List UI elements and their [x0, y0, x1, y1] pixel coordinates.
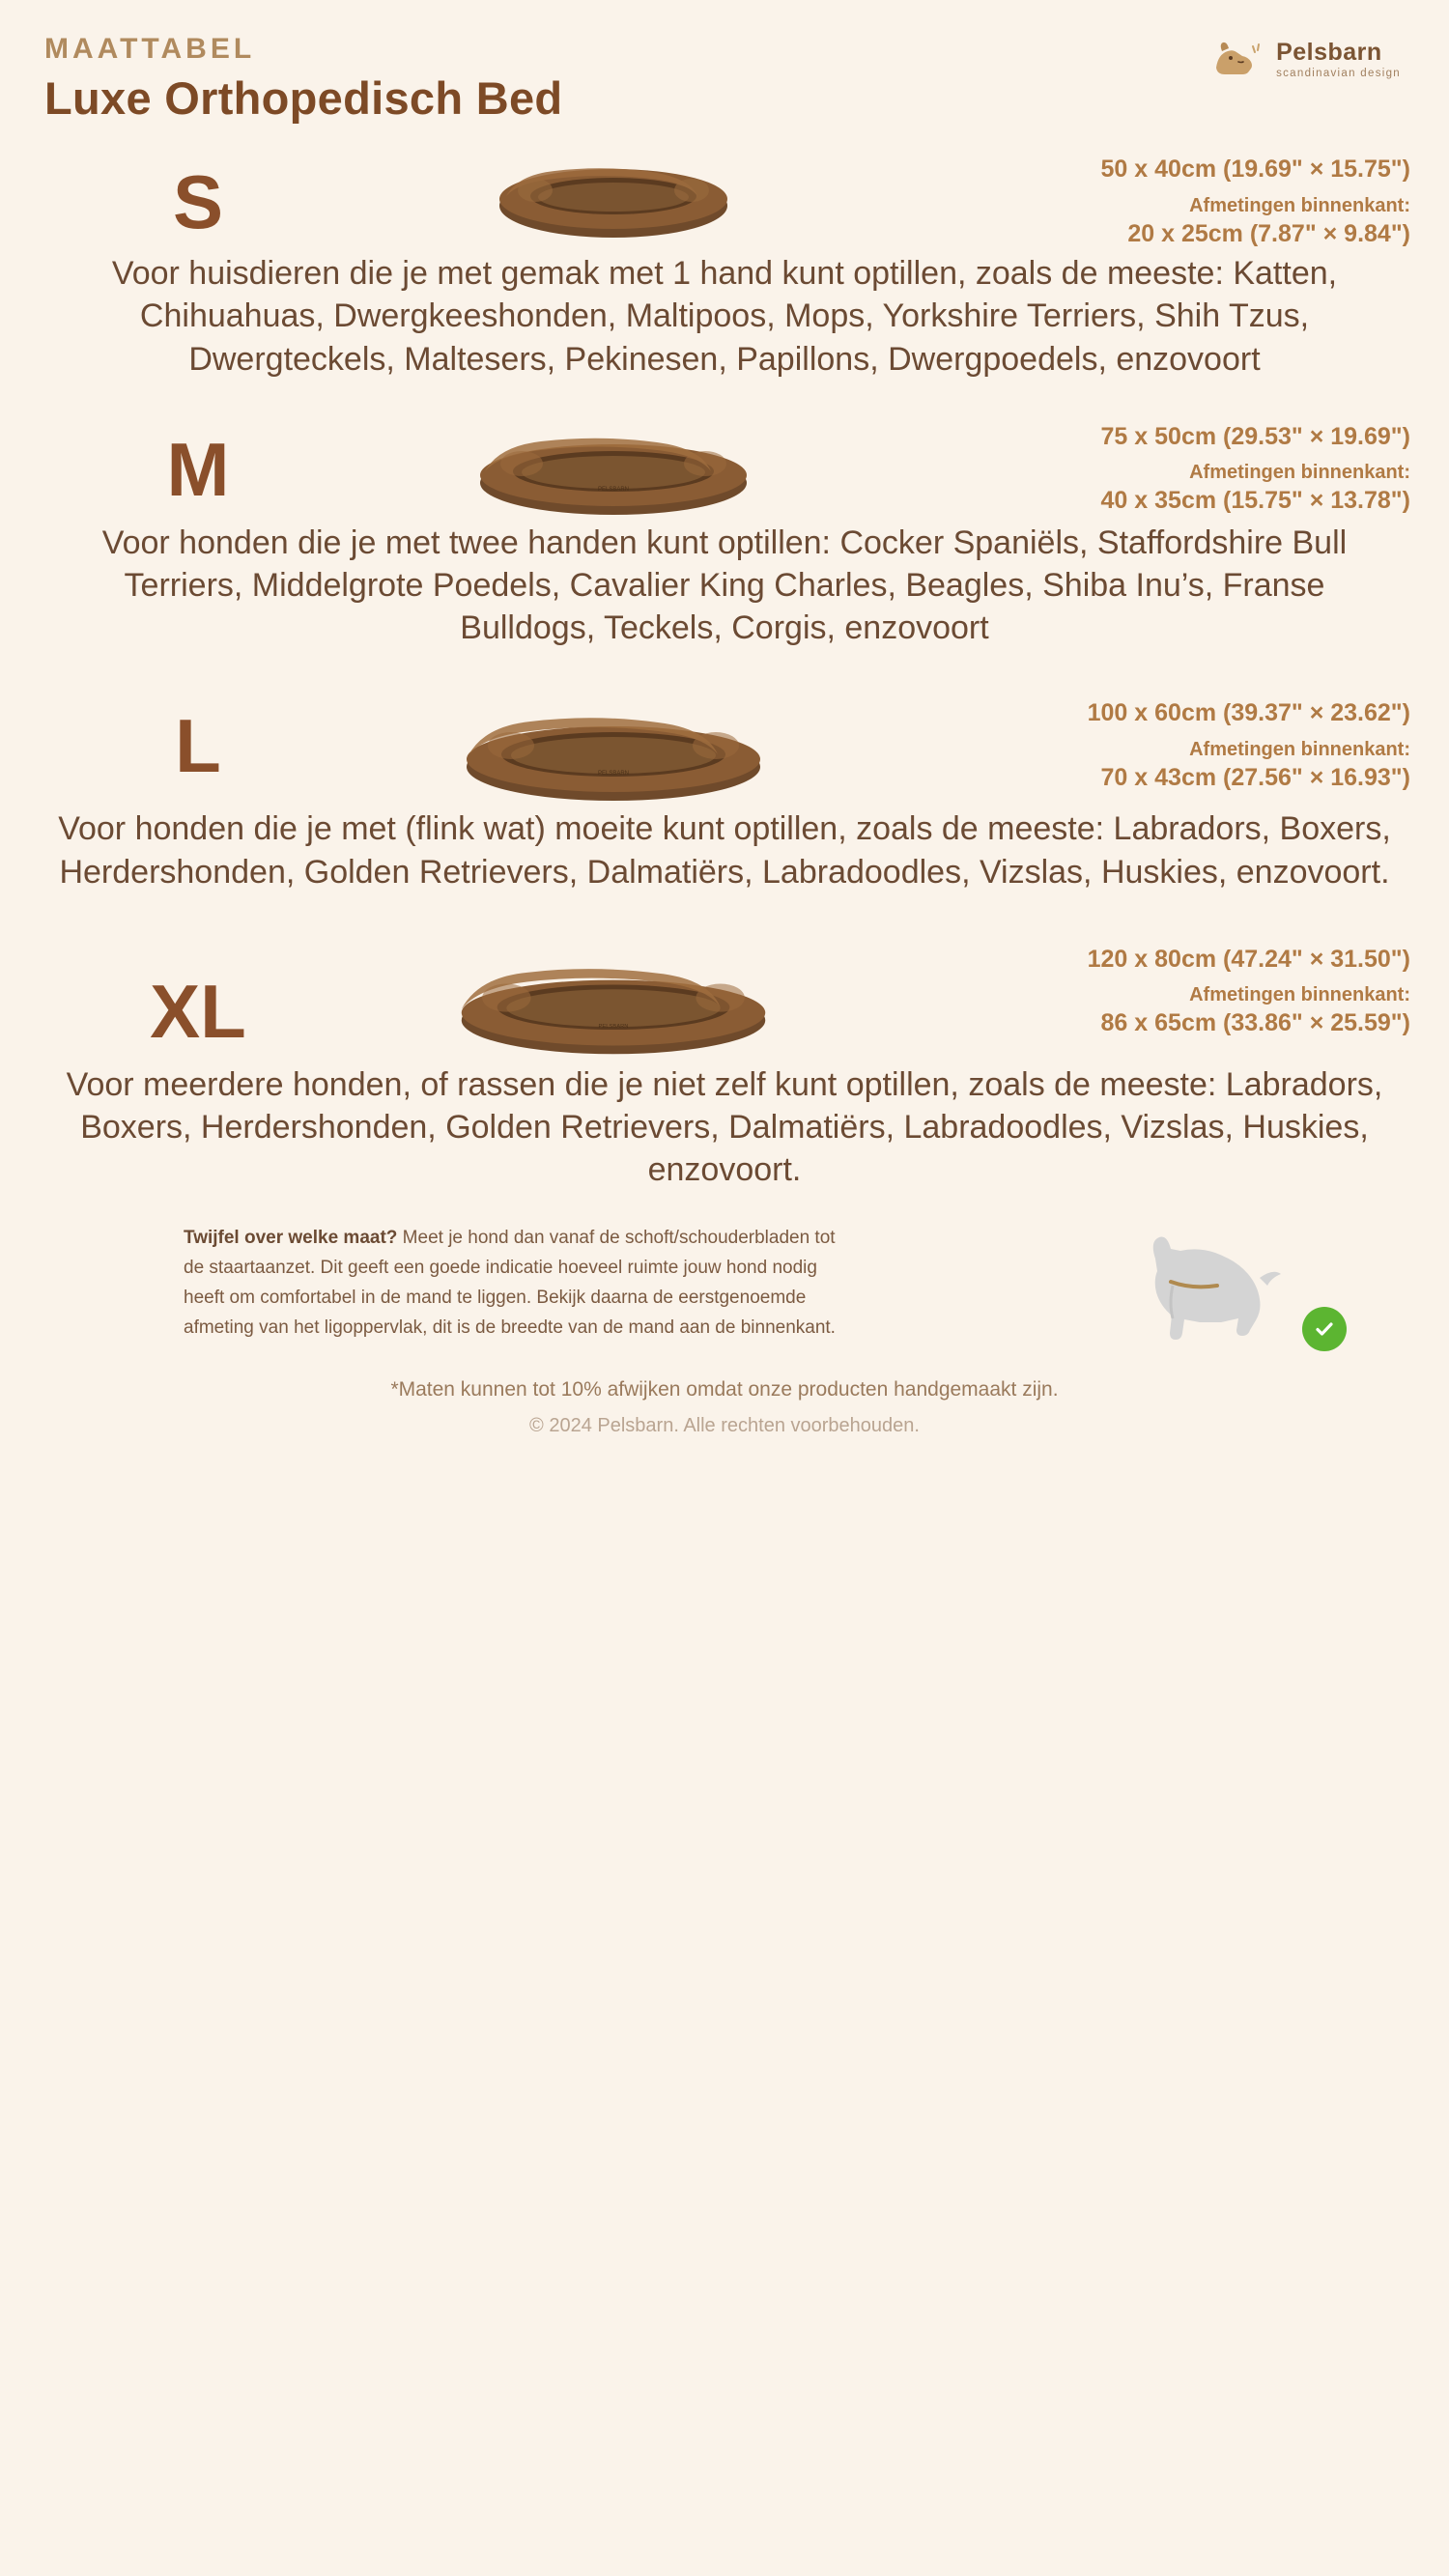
measuring-note	[39, 1224, 1410, 1369]
outer-dimensions-l: 100 x 60cm (39.37" × 23.62")	[1087, 699, 1410, 727]
dimensions-xl	[869, 936, 1410, 1040]
size-block-l	[39, 690, 1410, 892]
header-titles	[39, 33, 562, 125]
size-row-xl	[39, 936, 1410, 1062]
dog-measure-graphic	[1113, 1224, 1364, 1369]
dog-silhouette-icon	[1113, 1224, 1306, 1369]
disclaimer-text: *Maten kunnen tot 10% afwijken omdat onze producten handgemaakt zijn.	[390, 1378, 1059, 1401]
check-badge-icon	[1302, 1307, 1347, 1351]
size-block-m	[39, 413, 1410, 650]
measuring-note-text	[184, 1224, 850, 1343]
brand-name: Pelsbarn	[1276, 38, 1382, 66]
dimensions-s	[869, 146, 1410, 250]
page-kicker: MAATTABEL	[44, 33, 256, 65]
brand-tagline: scandinavian design	[1276, 67, 1401, 79]
inner-dimensions-label-xl: Afmetingen binnenkant:	[1189, 984, 1410, 1006]
size-letter-m: M	[166, 426, 230, 512]
bed-image-s	[454, 146, 773, 242]
measuring-note-lead: Twijfel over welke maat?	[184, 1228, 398, 1249]
bed-image-l	[454, 690, 773, 806]
size-description-xl: Voor meerdere honden, of rassen die je niet zelf kunt optillen, zoals de meeste: Labradors, Boxers, Herdershonden, Golden Retrievers, Dalmatiërs, Labradoodles, Vizslas, Huskies, enzovoort.	[66, 1065, 1383, 1189]
size-block-xl	[39, 936, 1410, 1192]
inner-dimensions-label-l: Afmetingen binnenkant:	[1189, 738, 1410, 760]
size-letter-xl: XL	[150, 968, 246, 1054]
inner-dimensions-label-s: Afmetingen binnenkant:	[1189, 194, 1410, 216]
measuring-note-body: Meet je hond dan vanaf de schoft/schouderbladen tot de staartaanzet. Dit geeft een goede indicatie hoeveel ruimte jouw hond nodig heeft om comfortabel in de mand te liggen. Bekijk daarna de eerstgenoemde afmeting van het ligoppervlak, dit is de breedte van de mand aan de binnenkant.	[184, 1228, 836, 1338]
size-letter-l: L	[175, 703, 221, 789]
size-row-l	[39, 690, 1410, 806]
dimensions-m	[869, 413, 1410, 518]
bed-image-m	[454, 413, 773, 520]
page-header	[39, 33, 1410, 125]
page-title: Luxe Orthopedisch Bed	[44, 72, 563, 124]
size-description-l: Voor honden die je met (flink wat) moeite kunt optillen, zoals de meeste: Labradors, Boxers, Herdershonden, Golden Retrievers, Dalmatiërs, Labradoodles, Vizslas, Huskies, enzovoort.	[58, 810, 1391, 891]
size-description-m: Voor honden die je met twee handen kunt optillen: Cocker Spaniëls, Staffordshire Bull Terriers, Middelgrote Poedels, Cavalier King Charles, Beagles, Shiba Inu’s, Franse Bulldogs, Teckels, Corgis, enzovoort	[101, 524, 1348, 647]
size-description-s: Voor huisdieren die je met gemak met 1 hand kunt optillen, zoals de meeste: Katten, Chihuahuas, Dwergkeeshonden, Maltipoos, Mops, Yorkshire Terriers, Shih Tzus, Dwergteckels, Maltesers, Pekinesen, Papillons, Dwergpoedels, enzovoort	[111, 255, 1338, 378]
dog-logo-icon	[1207, 39, 1266, 81]
svg-text:PELSBARN: PELSBARN	[597, 771, 630, 778]
dimensions-l	[869, 690, 1410, 794]
outer-dimensions-m: 75 x 50cm (29.53" × 19.69")	[1100, 422, 1410, 450]
brand-logo-block	[1207, 33, 1410, 81]
inner-dimensions-m: 40 x 35cm (15.75" × 13.78")	[1100, 487, 1410, 515]
inner-dimensions-l: 70 x 43cm (27.56" × 16.93")	[1100, 763, 1410, 791]
inner-dimensions-label-m: Afmetingen binnenkant:	[1189, 462, 1410, 484]
svg-text:PELSBARN: PELSBARN	[598, 1023, 629, 1030]
size-row-s	[39, 146, 1410, 250]
bed-image-xl	[454, 936, 773, 1062]
size-block-s	[39, 146, 1410, 381]
outer-dimensions-s: 50 x 40cm (19.69" × 15.75")	[1100, 156, 1410, 183]
outer-dimensions-xl: 120 x 80cm (47.24" × 31.50")	[1087, 945, 1410, 973]
inner-dimensions-xl: 86 x 65cm (33.86" × 25.59")	[1100, 1009, 1410, 1037]
brand-text	[1276, 38, 1401, 80]
size-letter-s: S	[172, 159, 224, 244]
svg-text:PELSBARN: PELSBARN	[597, 486, 630, 493]
size-row-m	[39, 413, 1410, 520]
copyright-text: © 2024 Pelsbarn. Alle rechten voorbehouden.	[529, 1415, 920, 1437]
inner-dimensions-s: 20 x 25cm (7.87" × 9.84")	[1127, 219, 1410, 247]
